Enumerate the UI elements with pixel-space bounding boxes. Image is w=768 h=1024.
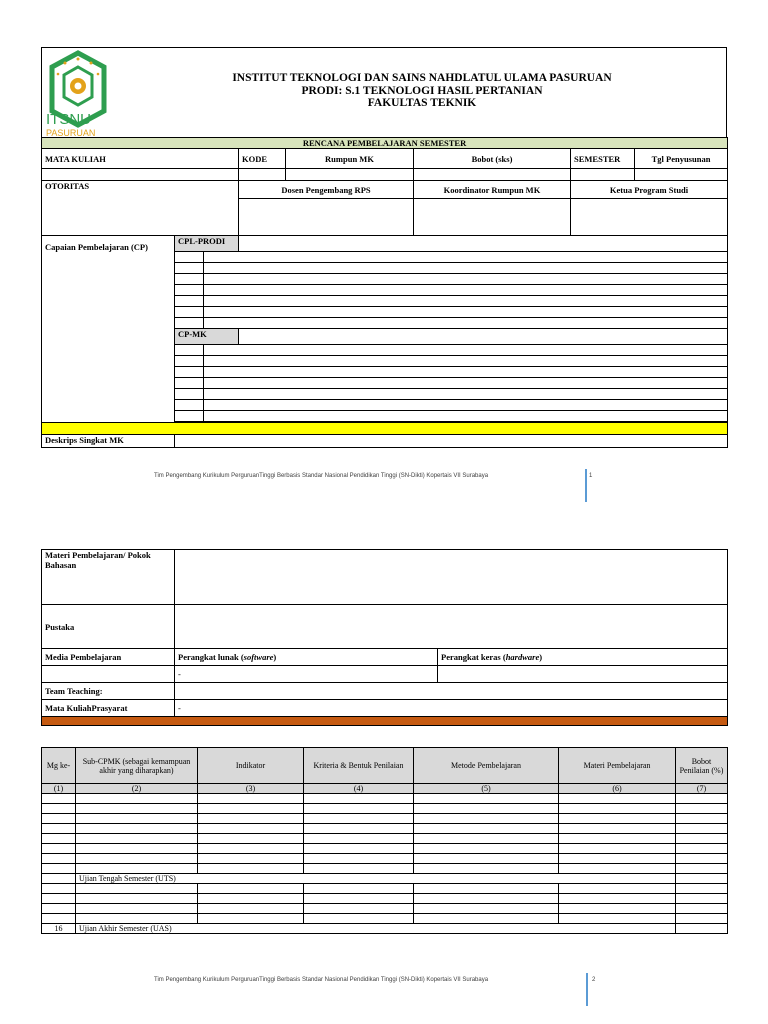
page-number-1: 1 (589, 473, 593, 479)
col-header-kriteria: Kriteria & Bentuk Penilaian (304, 748, 414, 784)
cpl-prodi-header-cell[interactable] (239, 236, 728, 252)
col-number: (2) (76, 784, 198, 794)
cpmk-row-num[interactable] (175, 367, 204, 378)
document-header (41, 47, 727, 138)
value-deskripsi[interactable] (175, 435, 728, 448)
yellow-divider (42, 423, 728, 435)
uas-label: Ujian Akhir Semester (UAS) (76, 924, 676, 934)
cpl-row-text[interactable] (204, 252, 728, 263)
value-hardware[interactable] (438, 666, 728, 683)
label-rumpun: Rumpun MK (286, 149, 414, 169)
cpmk-row-num[interactable] (175, 378, 204, 389)
label-kode: KODE (239, 149, 286, 169)
value-kode[interactable] (239, 169, 286, 181)
cpl-row-num[interactable] (175, 318, 204, 329)
weekly-plan-table (41, 747, 728, 934)
table-row[interactable] (42, 904, 728, 914)
value-tgl[interactable] (635, 169, 728, 181)
table-row[interactable] (42, 864, 728, 874)
cpmk-row-text[interactable] (204, 345, 728, 356)
table-row[interactable] (42, 884, 728, 894)
cpl-row-num[interactable] (175, 296, 204, 307)
label-hardware: Perangkat keras (hardware) (438, 649, 728, 666)
cpl-row-text[interactable] (204, 263, 728, 274)
col-header-bobot: Bobot Penilaian (%) (676, 748, 728, 784)
uts-row (42, 874, 728, 884)
table-row[interactable] (42, 794, 728, 804)
media-empty-cell (42, 666, 175, 683)
uts-label: Ujian Tengah Semester (UTS) (76, 874, 676, 884)
cpl-row-num[interactable] (175, 307, 204, 318)
label-bobot: Bobot (sks) (414, 149, 571, 169)
cpl-row-text[interactable] (204, 285, 728, 296)
col-number: (5) (414, 784, 559, 794)
cpmk-row-num[interactable] (175, 356, 204, 367)
col-number: (4) (304, 784, 414, 794)
label-dosen: Dosen Pengembang RPS (239, 181, 414, 199)
signature-ketua[interactable] (571, 199, 728, 236)
label-capaian: Capaian Pembelajaran (CP) (42, 236, 175, 423)
logo-subtext: PASURUAN (46, 128, 96, 138)
table-row[interactable] (42, 854, 728, 864)
table-row[interactable] (42, 914, 728, 924)
label-ketua: Ketua Program Studi (571, 181, 728, 199)
footer-divider-1 (585, 469, 587, 502)
signature-dosen[interactable] (239, 199, 414, 236)
cpl-row-num[interactable] (175, 252, 204, 263)
faculty-name: FAKULTAS TEKNIK (367, 97, 477, 109)
rps-title: RENCANA PEMBELAJARAN SEMESTER (42, 138, 728, 149)
cpl-row-text[interactable] (204, 274, 728, 285)
uas-week: 16 (42, 924, 76, 934)
value-prasyarat[interactable]: - (175, 700, 728, 717)
logo-text: ITSNU (46, 111, 91, 128)
cpmk-row-text[interactable] (204, 378, 728, 389)
label-koordinator: Koordinator Rumpun MK (414, 181, 571, 199)
table-row[interactable] (42, 814, 728, 824)
value-rumpun[interactable] (286, 169, 414, 181)
table-row[interactable] (42, 824, 728, 834)
col-number: (6) (559, 784, 676, 794)
itsnu-logo (46, 50, 110, 138)
col-header-materi: Materi Pembelajaran (559, 748, 676, 784)
col-number: (1) (42, 784, 76, 794)
label-deskripsi: Deskrips Singkat MK (42, 435, 175, 448)
page-number-2: 2 (592, 977, 596, 983)
page2-table (41, 549, 728, 726)
cp-mk-header-cell[interactable] (239, 329, 728, 345)
cpl-row-text[interactable] (204, 296, 728, 307)
cpl-row-num[interactable] (175, 274, 204, 285)
footer-divider-2 (586, 973, 588, 1006)
value-software[interactable]: - (175, 666, 438, 683)
table-row[interactable] (42, 894, 728, 904)
col-header-metode: Metode Pembelajaran (414, 748, 559, 784)
label-prasyarat: Mata KuliahPrasyarat (42, 700, 175, 717)
cpmk-row-text[interactable] (204, 389, 728, 400)
cpl-row-num[interactable] (175, 285, 204, 296)
label-materi: Materi Pembelajaran/ Pokok Bahasan (42, 550, 175, 605)
cpmk-row-num[interactable] (175, 389, 204, 400)
brown-divider (42, 717, 728, 726)
col-number: (7) (676, 784, 728, 794)
cpmk-row-num[interactable] (175, 345, 204, 356)
cpmk-row-num[interactable] (175, 411, 204, 422)
institution-title (152, 72, 692, 110)
cpl-row-text[interactable] (204, 318, 728, 329)
label-media: Media Pembelajaran (42, 649, 175, 666)
label-mata-kuliah: MATA KULIAH (42, 149, 239, 169)
value-mata-kuliah[interactable] (42, 169, 239, 181)
cpl-row-text[interactable] (204, 307, 728, 318)
rps-table (41, 137, 728, 448)
cpmk-row-text[interactable] (204, 356, 728, 367)
label-cpl-prodi: CPL-PRODI (175, 236, 239, 252)
value-team-teaching[interactable] (175, 683, 728, 700)
label-team-teaching: Team Teaching: (42, 683, 175, 700)
value-bobot[interactable] (414, 169, 571, 181)
col-header-indikator: Indikator (198, 748, 304, 784)
col-header-sub-cpmk: Sub-CPMK (sebagai kemampuan akhir yang diharapkan) (76, 748, 198, 784)
table-row[interactable] (42, 844, 728, 854)
label-cp-mk: CP-MK (175, 329, 239, 345)
institution-name: INSTITUT TEKNOLOGI DAN SAINS NAHDLATUL ULAMA PASURUAN (232, 72, 612, 84)
value-semester[interactable] (571, 169, 635, 181)
cpmk-row-num[interactable] (175, 400, 204, 411)
col-number: (3) (198, 784, 304, 794)
table-row[interactable] (42, 834, 728, 844)
cpl-row-num[interactable] (175, 263, 204, 274)
label-pustaka: Pustaka (42, 605, 175, 649)
label-tgl: Tgl Penyusunan (635, 149, 728, 169)
col-header-week: Mg ke- (42, 748, 76, 784)
table-row[interactable] (42, 804, 728, 814)
label-otoritas: OTORITAS (42, 181, 239, 236)
cpmk-row-text[interactable] (204, 367, 728, 378)
value-pustaka[interactable] (175, 605, 728, 649)
signature-koordinator[interactable] (414, 199, 571, 236)
value-materi[interactable] (175, 550, 728, 605)
program-name: PRODI: S.1 TEKNOLOGI HASIL PERTANIAN (301, 84, 543, 97)
label-software: Perangkat lunak (software) (175, 649, 438, 666)
footer-text-1: Tim Pengembang Kurikulum PerguruanTinggi Berbasis Standar Nasional Pendidikan Tinggi (SN-Dikti) Kopertais VII Surabaya (154, 473, 489, 479)
cpmk-row-text[interactable] (204, 411, 728, 422)
label-semester: SEMESTER (571, 149, 635, 169)
footer-text-2: Tim Pengembang Kurikulum PerguruanTinggi Berbasis Standar Nasional Pendidikan Tinggi (SN-Dikti) Kopertais VII Surabaya (154, 977, 489, 983)
uas-row (42, 924, 728, 934)
cpmk-row-text[interactable] (204, 400, 728, 411)
